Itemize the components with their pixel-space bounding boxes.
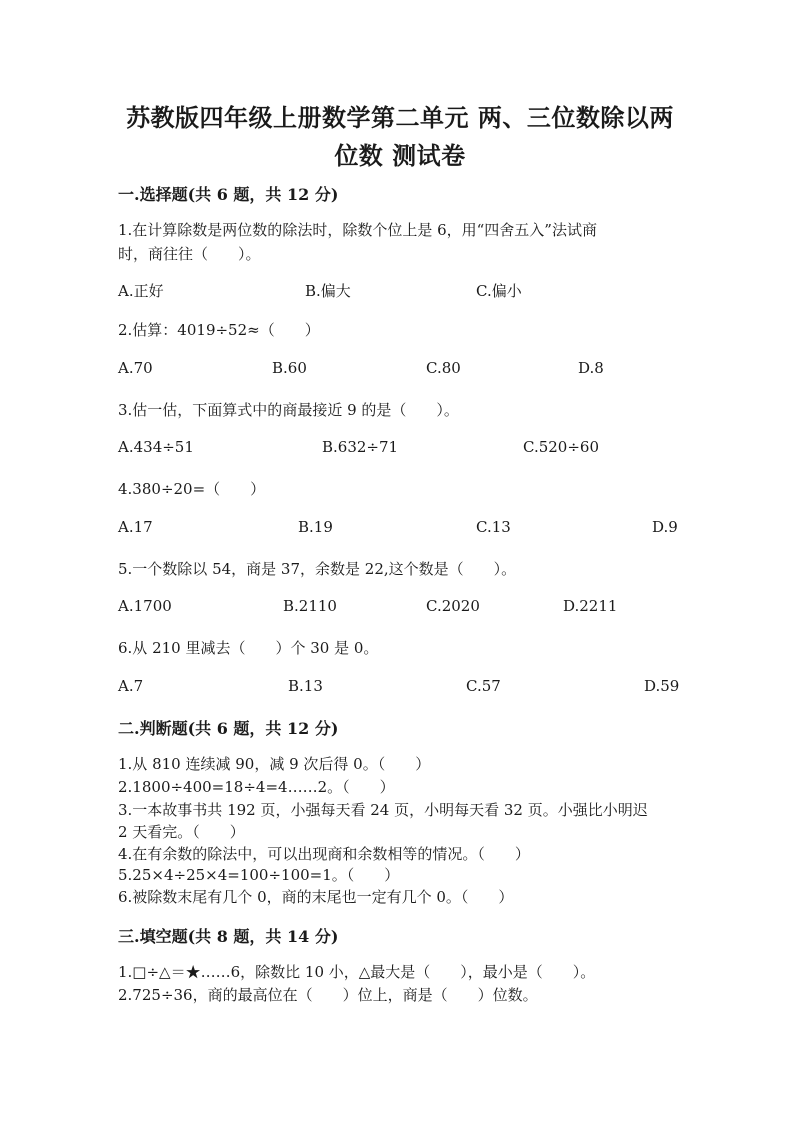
- question-text: 5.一个数除以 54，商是 37，余数是 22,这个数是（ ）。: [118, 560, 517, 578]
- answer-option: D.9: [652, 518, 678, 536]
- worksheet-title-line-1: 苏教版四年级上册数学第二单元 两、三位数除以两: [126, 103, 674, 132]
- answer-option: D.2211: [563, 597, 618, 615]
- question-text: 3.估一估，下面算式中的商最接近 9 的是（ ）。: [118, 401, 459, 419]
- statement-line: 2.1800÷400=18÷4=4……2。（ ）: [118, 778, 395, 796]
- statement-line: 1.从 810 连续减 90，减 9 次后得 0。（ ）: [118, 755, 431, 773]
- answer-option: A.7: [118, 677, 144, 695]
- answer-option: C.13: [476, 518, 511, 536]
- statement-line: 6.被除数末尾有几个 0，商的末尾也一定有几个 0。（ ）: [118, 888, 514, 906]
- answer-option: D.8: [578, 359, 604, 377]
- answer-option: A.正好: [118, 282, 164, 300]
- answer-option: A.70: [118, 359, 153, 377]
- question-text: 4.380÷20=（ ）: [118, 480, 266, 498]
- answer-option: B.2110: [283, 597, 337, 615]
- worksheet-title-line-2: 位数 测试卷: [334, 141, 466, 170]
- answer-option: A.1700: [118, 597, 172, 615]
- answer-option: B.60: [272, 359, 307, 377]
- question-text: 6.从 210 里减去（ ）个 30 是 0。: [118, 639, 379, 657]
- statement-line: 4.在有余数的除法中，可以出现商和余数相等的情况。（ ）: [118, 845, 530, 863]
- fill-in-line: 1.□÷△＝★……6，除数比 10 小，△最大是（ ），最小是（ ）。: [118, 963, 596, 981]
- answer-option: B.632÷71: [322, 438, 399, 456]
- statement-line: 2 天看完。（ ）: [118, 823, 245, 841]
- answer-option: C.2020: [426, 597, 480, 615]
- answer-option: A.434÷51: [118, 438, 194, 456]
- answer-option: B.19: [298, 518, 333, 536]
- statement-line: 3.一本故事书共 192 页，小强每天看 24 页，小明每天看 32 页。小强比小明迟: [118, 801, 648, 819]
- answer-option: B.偏大: [305, 282, 351, 300]
- answer-option: C.57: [466, 677, 501, 695]
- question-text: 2.估算：4019÷52≈（ ）: [118, 321, 320, 339]
- statement-line: 5.25×4÷25×4=100÷100=1。（ ）: [118, 866, 400, 884]
- answer-option: D.59: [644, 677, 680, 695]
- fill-in-line: 2.725÷36，商的最高位在（ ）位上，商是（ ）位数。: [118, 986, 538, 1004]
- section-heading-fill-in: 三.填空题(共 8 题，共 14 分): [118, 927, 339, 946]
- answer-option: B.13: [288, 677, 323, 695]
- answer-option: A.17: [118, 518, 153, 536]
- section-heading-multiple-choice: 一.选择题(共 6 题，共 12 分): [118, 185, 339, 204]
- answer-option: C.偏小: [476, 282, 522, 300]
- answer-option: C.520÷60: [523, 438, 599, 456]
- question-text: 1.在计算除数是两位数的除法时，除数个位上是 6，用“四舍五入”法试商: [118, 221, 597, 239]
- answer-option: C.80: [426, 359, 461, 377]
- question-text: 时，商往往（ ）。: [118, 245, 261, 263]
- section-heading-true-false: 二.判断题(共 6 题，共 12 分): [118, 719, 339, 738]
